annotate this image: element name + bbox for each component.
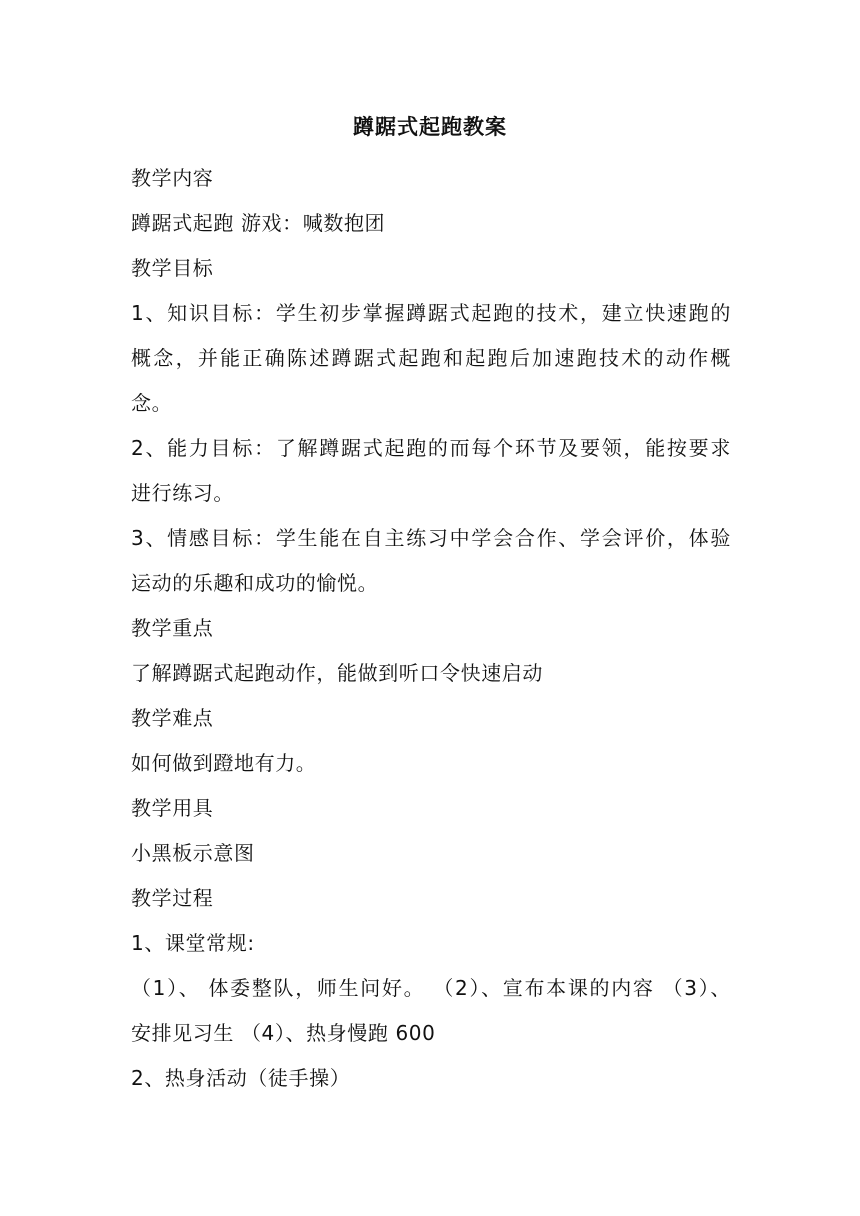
objective-knowledge-line-3: 念。 [131, 391, 173, 415]
process-step-1-detail-line-2: 安排见习生 （4）、热身慢跑 600 [131, 1021, 436, 1045]
document-body [131, 156, 731, 1101]
process-step-2: 2、热身活动（徒手操） [131, 1066, 351, 1090]
objective-ability-line-1: 2、能力目标：了解蹲踞式起跑的而每个环节及要领，能按要求 [131, 436, 731, 460]
objective-knowledge-line-1: 1、知识目标：学生初步掌握蹲踞式起跑的技术，建立快速跑的 [131, 301, 731, 325]
process-step-1-detail-line-1: （1）、 体委整队，师生问好。 （2）、宣布本课的内容 （3）、 [131, 976, 731, 1000]
objective-ability-line-2: 进行练习。 [131, 481, 234, 505]
section-heading-content: 教学内容 [131, 166, 214, 190]
difficulties-text: 如何做到蹬地有力。 [131, 751, 317, 775]
section-heading-process: 教学过程 [131, 886, 214, 910]
content-text: 蹲踞式起跑 游戏：喊数抱团 [131, 211, 386, 235]
objective-emotion-line-2: 运动的乐趣和成功的愉悦。 [131, 571, 379, 595]
document-title: 蹲踞式起跑教案 [353, 115, 507, 139]
section-heading-difficulties: 教学难点 [131, 706, 214, 730]
objective-knowledge-line-2: 概念，并能正确陈述蹲踞式起跑和起跑后加速跑技术的动作概 [131, 346, 731, 370]
section-heading-key-points: 教学重点 [131, 616, 214, 640]
section-heading-objectives: 教学目标 [131, 256, 214, 280]
tools-text: 小黑板示意图 [131, 841, 255, 865]
key-points-text: 了解蹲踞式起跑动作，能做到听口令快速启动 [131, 661, 543, 685]
objective-emotion-line-1: 3、情感目标：学生能在自主练习中学会合作、学会评价，体验 [131, 526, 731, 550]
process-step-1: 1、课堂常规: [131, 931, 255, 955]
section-heading-tools: 教学用具 [131, 796, 214, 820]
